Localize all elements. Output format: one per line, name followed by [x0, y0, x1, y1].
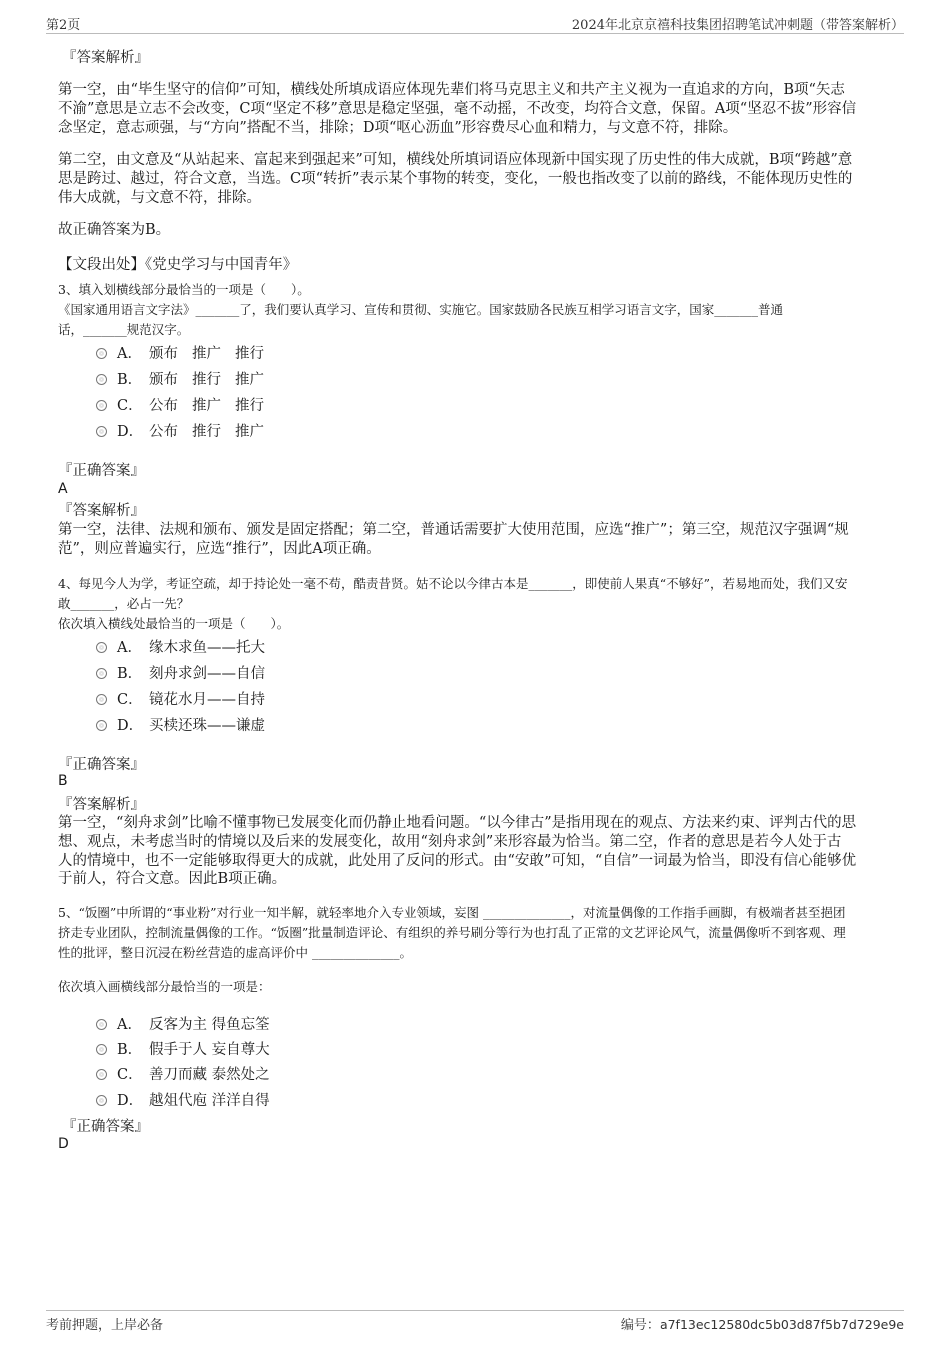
q4-option-d[interactable]: D． 买椟还珠——谦虚 — [96, 714, 265, 735]
q2-analysis-para2-line3: 伟大成就，与文意不符，排除。 — [58, 190, 261, 206]
q4-stem-line2: 敢_______，必占一先？ — [58, 596, 190, 611]
q3-stem: 3、填入划横线部分最恰当的一项是（ ）。 — [58, 282, 310, 297]
header-rule — [46, 33, 904, 34]
q2-analysis-label: 『答案解析』 — [62, 50, 149, 66]
q4-answer-label: 『正确答案』 — [58, 757, 145, 773]
q4-answer: B — [58, 773, 68, 789]
q3-analysis-label: 『答案解析』 — [58, 503, 145, 519]
q3-option-c[interactable]: C． 公布 推广 推行 — [96, 394, 264, 415]
radio-icon[interactable] — [96, 400, 107, 411]
radio-icon[interactable] — [96, 668, 107, 679]
q4-stem-line1: 4、每见今人为学，考证空疏，却于持论处一毫不苟，酷责昔贤。姑不论以今律古本是_______，即使前人果真“不够好”，若易地而处，我们又安 — [58, 576, 848, 591]
q3-text-line2: 话，_______规范汉字。 — [58, 322, 190, 337]
q5-option-b[interactable]: B． 假手于人 妄自尊大 — [96, 1038, 270, 1059]
q5-option-d[interactable]: D． 越俎代庖 洋洋自得 — [96, 1089, 270, 1110]
footer-slogan: 考前押题，上岸必备 — [46, 1318, 164, 1333]
radio-icon[interactable] — [96, 1019, 107, 1030]
radio-icon[interactable] — [96, 348, 107, 359]
radio-icon[interactable] — [96, 1069, 107, 1080]
q5-stem-line2: 挤走专业团队，控制流量偶像的工作。“饭圈”批量制造评论、有组织的养号刷分等行为也打乱了正常的文艺评论风气，流量偶像听不到客观、理 — [58, 925, 846, 940]
document-title: 2024年北京京禧科技集团招聘笔试冲刺题（带答案解析） — [571, 18, 904, 33]
q4-option-b[interactable]: B． 刻舟求剑——自信 — [96, 662, 265, 683]
page-number: 第2页 — [46, 18, 81, 33]
radio-icon[interactable] — [96, 426, 107, 437]
q3-analysis-line2: 范”，则应普遍实行，应选“推行”，因此A项正确。 — [58, 541, 381, 557]
q2-analysis-para1-line3: 念坚定，意志顽强，与“方向”搭配不当，排除；D项“呕心沥血”形容费尽心血和精力，与文意不符，排除。 — [58, 120, 738, 136]
q5-option-a[interactable]: A． 反客为主 得鱼忘筌 — [96, 1013, 270, 1034]
q2-analysis-para1-line2: 不渝”意思是立志不会改变，C项“坚定不移”意思是稳定坚强，毫不动摇，不改变，均符合文意，保留。A项“坚忍不拔”形容信 — [58, 101, 857, 117]
q2-analysis-para2-line1: 第二空，由文意及“从站起来、富起来到强起来”可知，横线处所填词语应体现新中国实现了历史性的伟大成就，B项“跨越”意 — [58, 152, 853, 168]
q3-option-a[interactable]: A． 颁布 推广 推行 — [96, 342, 264, 363]
q3-option-d[interactable]: D． 公布 推行 推广 — [96, 420, 264, 441]
radio-icon[interactable] — [96, 720, 107, 731]
radio-icon[interactable] — [96, 642, 107, 653]
radio-icon[interactable] — [96, 1095, 107, 1106]
q3-answer-label: 『正确答案』 — [58, 463, 145, 479]
q4-analysis-line2: 想、观点，未考虑当时的情境以及后来的发展变化，故用“刻舟求剑”来形容最为恰当。第二空，作者的意思是若今人处于古 — [58, 834, 842, 850]
q2-analysis-para2-line2: 思是跨过、越过，符合文意，当选。C项“转折”表示某个事物的转变，变化，一般也指改变了以前的路线，不能体现历史性的 — [58, 171, 853, 187]
q5-answer-label: 『正确答案』 — [62, 1119, 149, 1135]
q4-option-a[interactable]: A． 缘木求鱼——托大 — [96, 636, 265, 657]
q4-analysis-line4: 于前人，符合文意。因此B项正确。 — [58, 871, 287, 887]
q4-analysis-label: 『答案解析』 — [58, 797, 145, 813]
footer-code: 编号：a7f13ec12580dc5b03d87f5b7d729e9e — [620, 1317, 904, 1333]
q5-stem-line1: 5、“饭圈”中所谓的“事业粉”对行业一知半解，就轻率地介入专业领域，妄图 ______________，对流量偶像的工作指手画脚，有极端者甚至挹团 — [58, 905, 846, 920]
radio-icon[interactable] — [96, 694, 107, 705]
q3-analysis-line1: 第一空，法律、法规和颁布、颁发是固定搭配；第二空，普通话需要扩大使用范围，应选“推广”；第三空，规范汉字强调“规 — [58, 522, 849, 538]
q4-option-c[interactable]: C． 镜花水月——自持 — [96, 688, 265, 709]
footer-rule — [46, 1310, 904, 1311]
q2-conclusion: 故正确答案为B。 — [58, 222, 171, 238]
q3-answer: A — [58, 481, 68, 497]
q4-analysis-line3: 人的情境中，也不一定能够取得更大的成就，此处用了反问的形式。由“安敢”可知，“自信”一词最为恰当，即没有信心能够优 — [58, 853, 857, 869]
q3-option-b[interactable]: B． 颁布 推行 推广 — [96, 368, 264, 389]
q2-analysis-para1-line1: 第一空，由“毕生坚守的信仰”可知，横线处所填成语应体现先辈们将马克思主义和共产主义视为一直追求的方向，B项“矢志 — [58, 82, 845, 98]
q5-option-c[interactable]: C． 善刀而藏 泰然处之 — [96, 1063, 270, 1084]
q4-analysis-line1: 第一空，“刻舟求剑”比喻不懂事物已发展变化而仍静止地看问题。“以今律古”是指用现在的观点、方法来约束、评判古代的思 — [58, 815, 857, 831]
q5-prompt: 依次填入画横线部分最恰当的一项是： — [58, 979, 271, 994]
radio-icon[interactable] — [96, 1044, 107, 1055]
radio-icon[interactable] — [96, 374, 107, 385]
q5-answer: D — [58, 1136, 69, 1152]
q5-stem-line3: 性的批评，整日沉浸在粉丝营造的虚高评价中 ______________。 — [58, 945, 412, 960]
q3-text-line1: 《国家通用语言文字法》_______了，我们要认真学习、宣传和贯彻、实施它。国家鼓励各民族互相学习语言文字，国家_______普通 — [58, 302, 784, 317]
q2-source: 【文段出处】《党史学习与中国青年》 — [58, 257, 298, 273]
q4-stem-line3: 依次填入横线处最恰当的一项是（ ）。 — [58, 616, 290, 631]
